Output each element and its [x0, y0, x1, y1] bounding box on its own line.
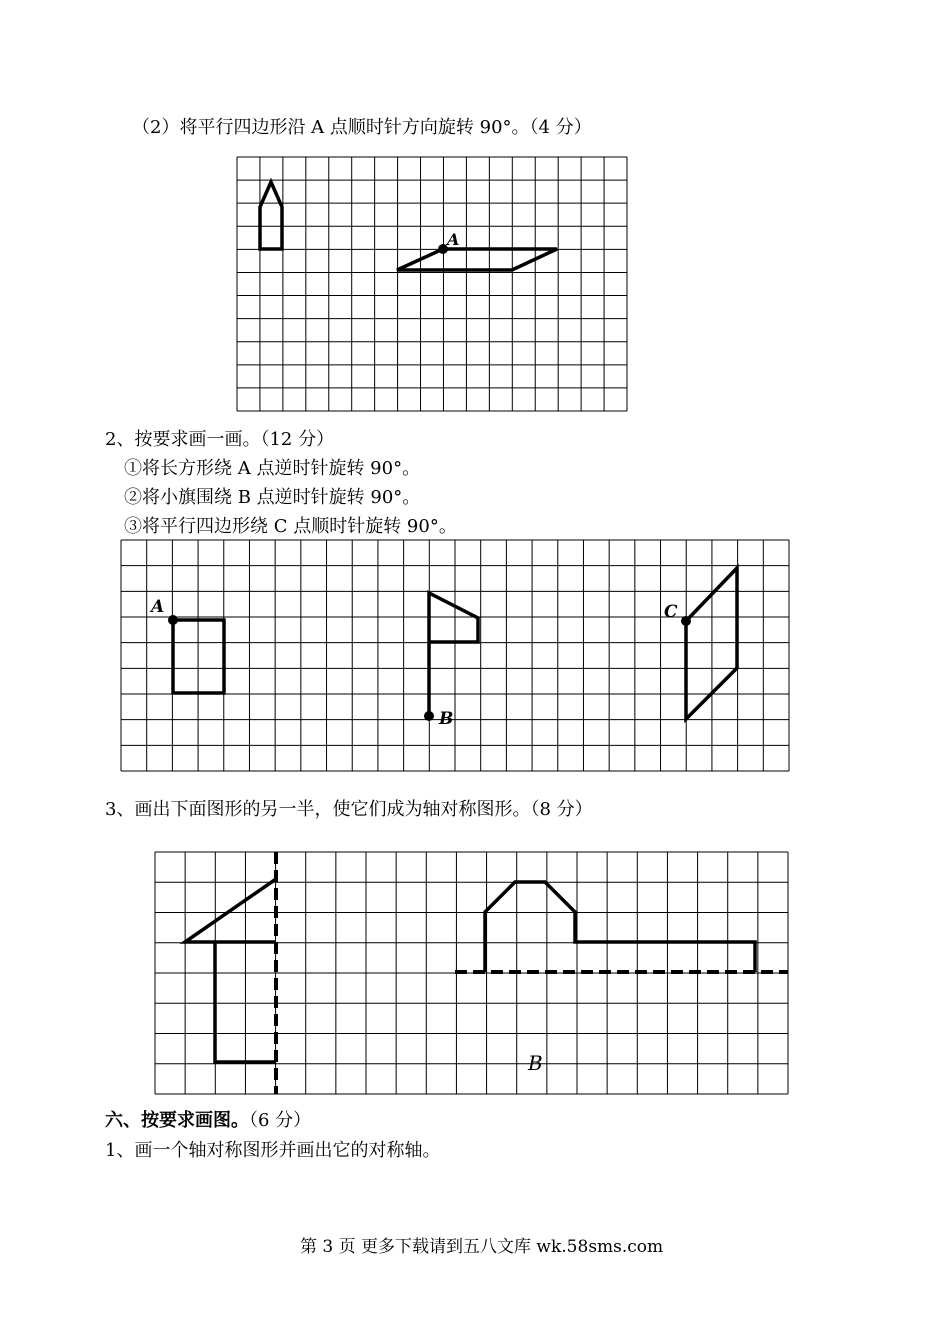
point-c-dot: [681, 616, 691, 626]
grid-rotate-shapes: [121, 540, 789, 771]
half-train-shape: [485, 882, 755, 972]
point-c-label: C: [664, 602, 678, 622]
q3-title: 3、画出下面图形的另一半，使它们成为轴对称图形。（8 分）: [105, 799, 593, 820]
pentagon-shape: [260, 182, 282, 249]
q2-part2-instruction: （2）将平行四边形沿 A 点顺时针方向旋转 90°。（4 分）: [132, 117, 592, 138]
flag-shape: [429, 593, 478, 716]
point-b-dot: [424, 711, 434, 721]
q2-title: 2、按要求画一画。（12 分）: [105, 429, 335, 450]
section6-item-1: 1、画一个轴对称图形并画出它的对称轴。: [105, 1140, 441, 1161]
point-b-label: B: [439, 709, 454, 729]
stray-b-label: B: [528, 1051, 543, 1075]
half-house-shape: [185, 879, 276, 942]
section6-heading-wrap: [105, 1110, 311, 1132]
section6-score: （6 分）: [249, 1110, 312, 1131]
q2-step-3: ③将平行四边形绕 C 点顺时针旋转 90°。: [124, 516, 457, 537]
grid-symmetry: [155, 852, 788, 1094]
point-a-label: A: [447, 230, 460, 249]
grid-rotate-parallelogram: [237, 157, 627, 411]
q2-step-1: ①将长方形绕 A 点逆时针旋转 90°。: [124, 458, 421, 479]
page-footer: 第 3 页 更多下载请到五八文库 wk.58sms.com: [300, 1237, 664, 1257]
section6-heading: 六、按要求画图。: [105, 1110, 249, 1131]
q2-step-2: ②将小旗围绕 B 点逆时针旋转 90°。: [124, 487, 421, 508]
point-a-dot: [168, 615, 178, 625]
point-a-label: A: [151, 597, 165, 617]
